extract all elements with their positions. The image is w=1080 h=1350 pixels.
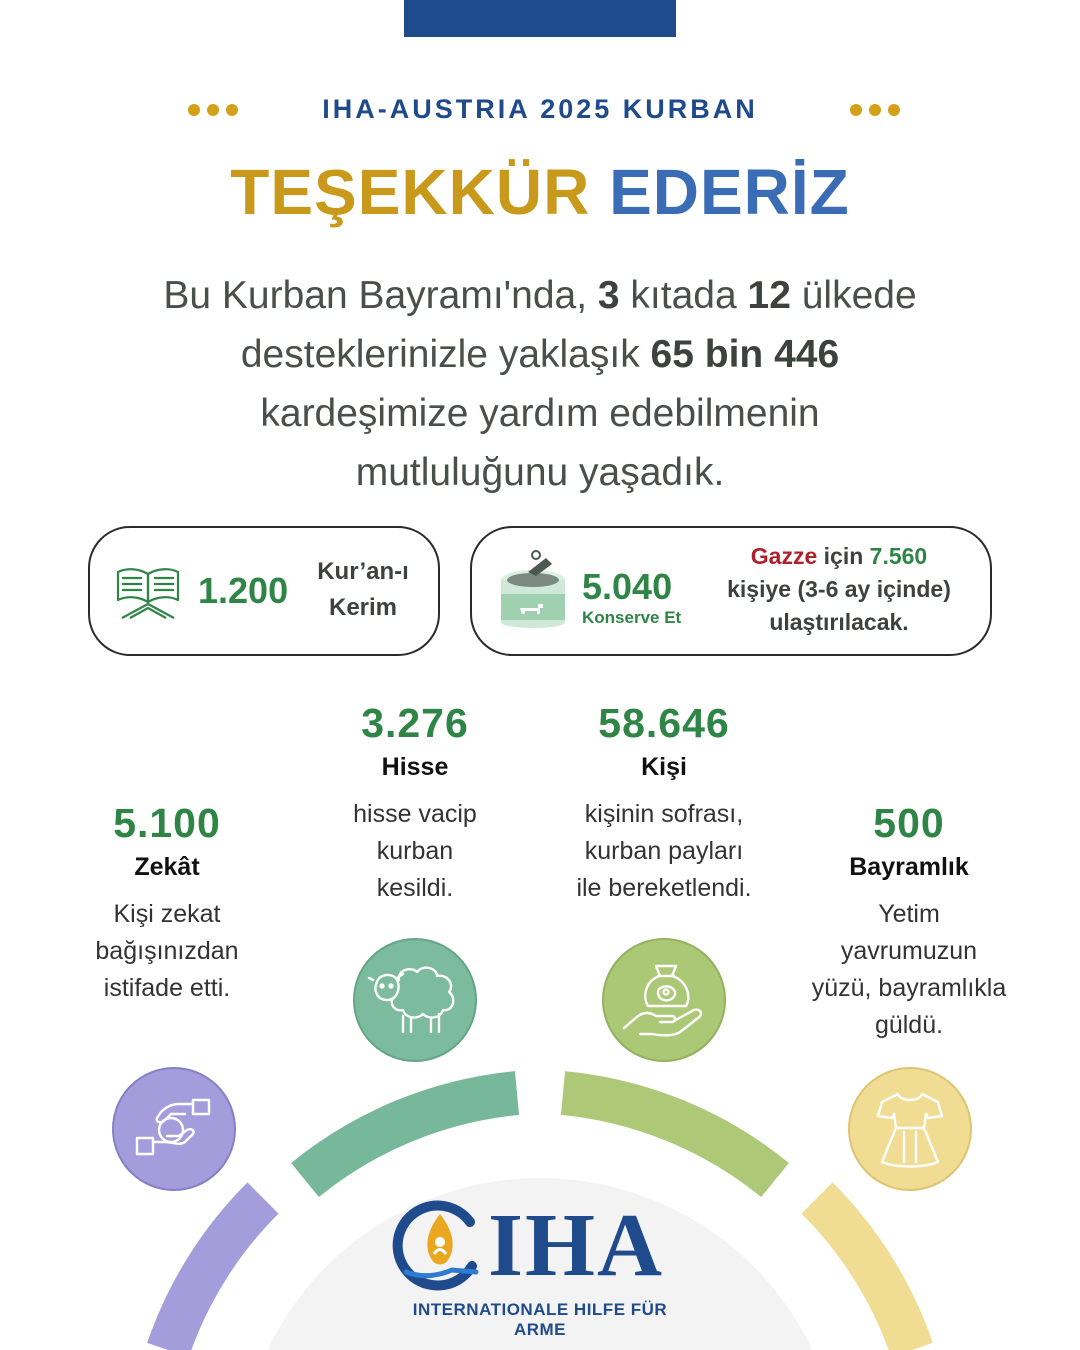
title-part-2: EDERİZ [609, 156, 850, 228]
kisi-desc: kişinin sofrası, kurban payları ile bereketlendi. [576, 800, 752, 902]
arc-yellow [817, 1198, 912, 1350]
stat-zekat [62, 800, 272, 1007]
canned-meat-icon [498, 550, 568, 634]
meat-bag-hand-icon-circle [602, 938, 726, 1062]
quran-label: Kur’an-ı Kerim [317, 558, 409, 621]
quran-count: 1.200 [198, 570, 289, 611]
bayramlik-label: Bayramlık [849, 853, 969, 881]
bayramlik-value: 500 [873, 800, 945, 846]
stat-bayramlik [794, 800, 1024, 1044]
hisse-label: Hisse [381, 753, 449, 781]
campaign-subtitle: IHA-AUSTRIA 2025 KURBAN [322, 94, 758, 124]
canned-meat-card [470, 526, 992, 656]
zekat-desc: Kişi zekat bağışınızdan istifade etti. [95, 900, 239, 1002]
iha-logo-mark [392, 1198, 488, 1294]
top-bar [404, 0, 676, 37]
kisi-label: Kişi [641, 753, 687, 781]
arc-teal [305, 1093, 517, 1180]
arc-purple [168, 1198, 263, 1350]
kisi-value: 58.646 [598, 700, 730, 746]
iha-logo-tagline: INTERNATIONALE HILFE FÜR ARME [412, 1300, 668, 1339]
title-part-1: TEŞEKKÜR [230, 156, 591, 228]
quran-icon [112, 560, 184, 622]
iha-logo-text: IHA [488, 1196, 665, 1295]
hisse-value: 3.276 [361, 700, 469, 746]
zekat-label: Zekât [134, 853, 200, 881]
canned-meat-unit: Konserve Et [582, 608, 682, 627]
intro-text: Bu Kurban Bayramı'nda, 3 kıtada 12 ülkede desteklerinizle yaklaşık 65 bin 446 kardeşimize yardım edebilmenin mutluluğunu yaşadık. [163, 274, 917, 494]
gaza-people-count: 7.560 [869, 543, 928, 569]
bayramlik-desc: Yetim yavrumuzun yüzü, bayramlıkla güldü. [811, 900, 1007, 1039]
arc-olive [563, 1093, 775, 1180]
hisse-desc: hisse vacip kurban kesildi. [353, 800, 477, 902]
canned-meat-count: 5.040 [582, 566, 673, 607]
stat-hisse [310, 700, 520, 907]
quran-card [88, 526, 440, 656]
stat-kisi [540, 700, 788, 907]
sheep-icon-circle [353, 938, 477, 1062]
page-title [0, 155, 1080, 229]
zekat-value: 5.100 [113, 800, 221, 846]
gaza-label: Gazze [750, 543, 818, 569]
gaza-note: Gazze için 7.560 kişiye (3-6 ay içinde) ulaştırılacak. [727, 543, 951, 635]
meat-bag-hand-icon [618, 958, 710, 1042]
sheep-icon [367, 960, 463, 1040]
